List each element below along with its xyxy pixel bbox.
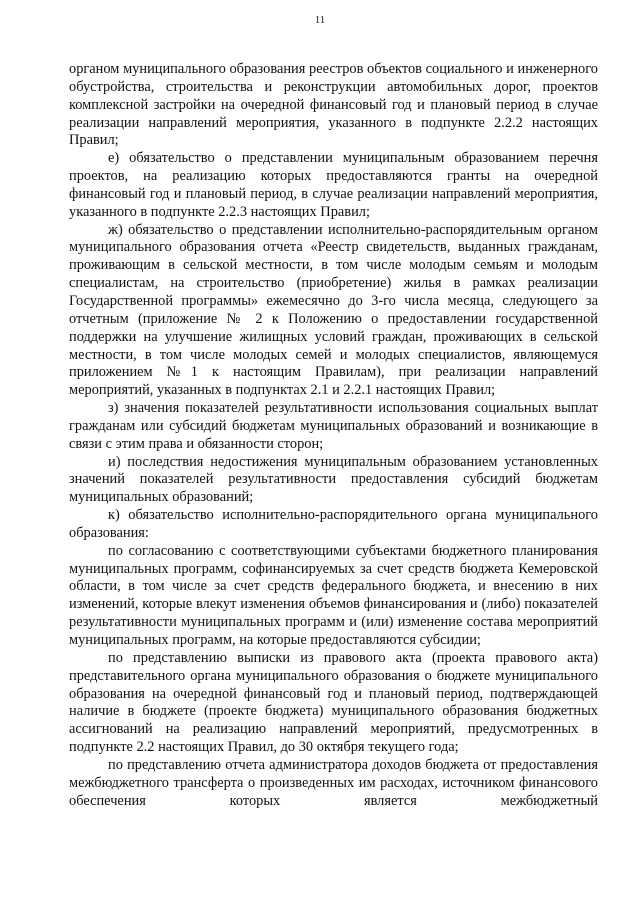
body-text (69, 61, 598, 810)
paragraph-zh-registry-report: ж) обязательство о представлении исполнительно-распорядительным органом муниципального образования отчета «Реестр свидетельств, выданных гражданам, проживающим в сельской местности, в том числе молодым семьям и молодым специалистам, на строительство (приобретение) жилья в рамках реализации Государственной программы» ежемесячно до 3-го числа месяца, следующего за отчетным (приложение № 2 к Положению о предоставлении государственной поддержки на улучшение жилищных условий граждан, проживающих в сельской местности, в том числе молодых семей и молодых специалистов, являющемуся приложением №1 к настоящим Правилам), при реализации направлений мероприятий, указанных в подпунктах 2.1 и 2.2.1 настоящих Правил; (69, 221, 598, 399)
paragraph-z-indicators: з) значения показателей результативности использования социальных выплат гражданам или субсидий бюджетам муниципальных образований и возникающие в связи с этим права и обязанности сторон; (69, 400, 598, 452)
paragraph-k-obligation: к) обязательство исполнительно-распорядительного органа муниципального образования: (69, 507, 598, 541)
paragraph-budget-extract: по представлению выписки из правового акта (проекта правового акта) представительного органа муниципального образования о бюджете муниципального образования на очередной финансовый год и плановый период, подтверждающей наличие в бюджете (проекте бюджета) муниципального образования бюджетных ассигнований на реализацию направлений мероприятий, предусмотренных в подпункте 2.2 настоящих Правил, до 30 октября текущего года; (69, 649, 598, 756)
paragraph-revenue-report: по представлению отчета администратора доходов бюджета от предоставления межбюджетного трансферта о произведенных им расходах, источником финансового обеспечения которых является межбюджетный (69, 756, 598, 809)
page-number: 11 (314, 14, 326, 26)
paragraph-e-projects-list: е) обязательство о представлении муниципальным образованием перечня проектов, на реализацию которых предоставляются гранты на очередной финансовый год и плановый период, в случае реализации направлений мероприятия, указанного в подпункте 2.2.3 настоящих Правил; (69, 150, 598, 220)
paragraph-approval: по согласованию с соответствующими субъектами бюджетного планирования муниципальных программ, софинансируемых за счет средств бюджета Кемеровской области, в том числе за счет средств федерального бюджета, и внесению в них изменений, которые влекут изменения объемов финансирования и (либо) показателей результативности муниципальных программ и (или) изменение состава мероприятий муниципальных программ, на которые предоставляются субсидии; (69, 542, 598, 648)
paragraph-i-consequences: и) последствия недостижения муниципальным образованием установленных значений показателей результативности предоставления субсидий бюджетам муниципальных образований; (69, 453, 598, 506)
paragraph-registries: органом муниципального образования реестров объектов социального и инженерного обустройства, строительства и реконструкции автомобильных дорог, проектов комплексной застройки на очередной финансовый год и плановый период в случае реализации направлений мероприятия, указанного в подпункте 2.2.2 настоящих Правил; (69, 61, 598, 149)
